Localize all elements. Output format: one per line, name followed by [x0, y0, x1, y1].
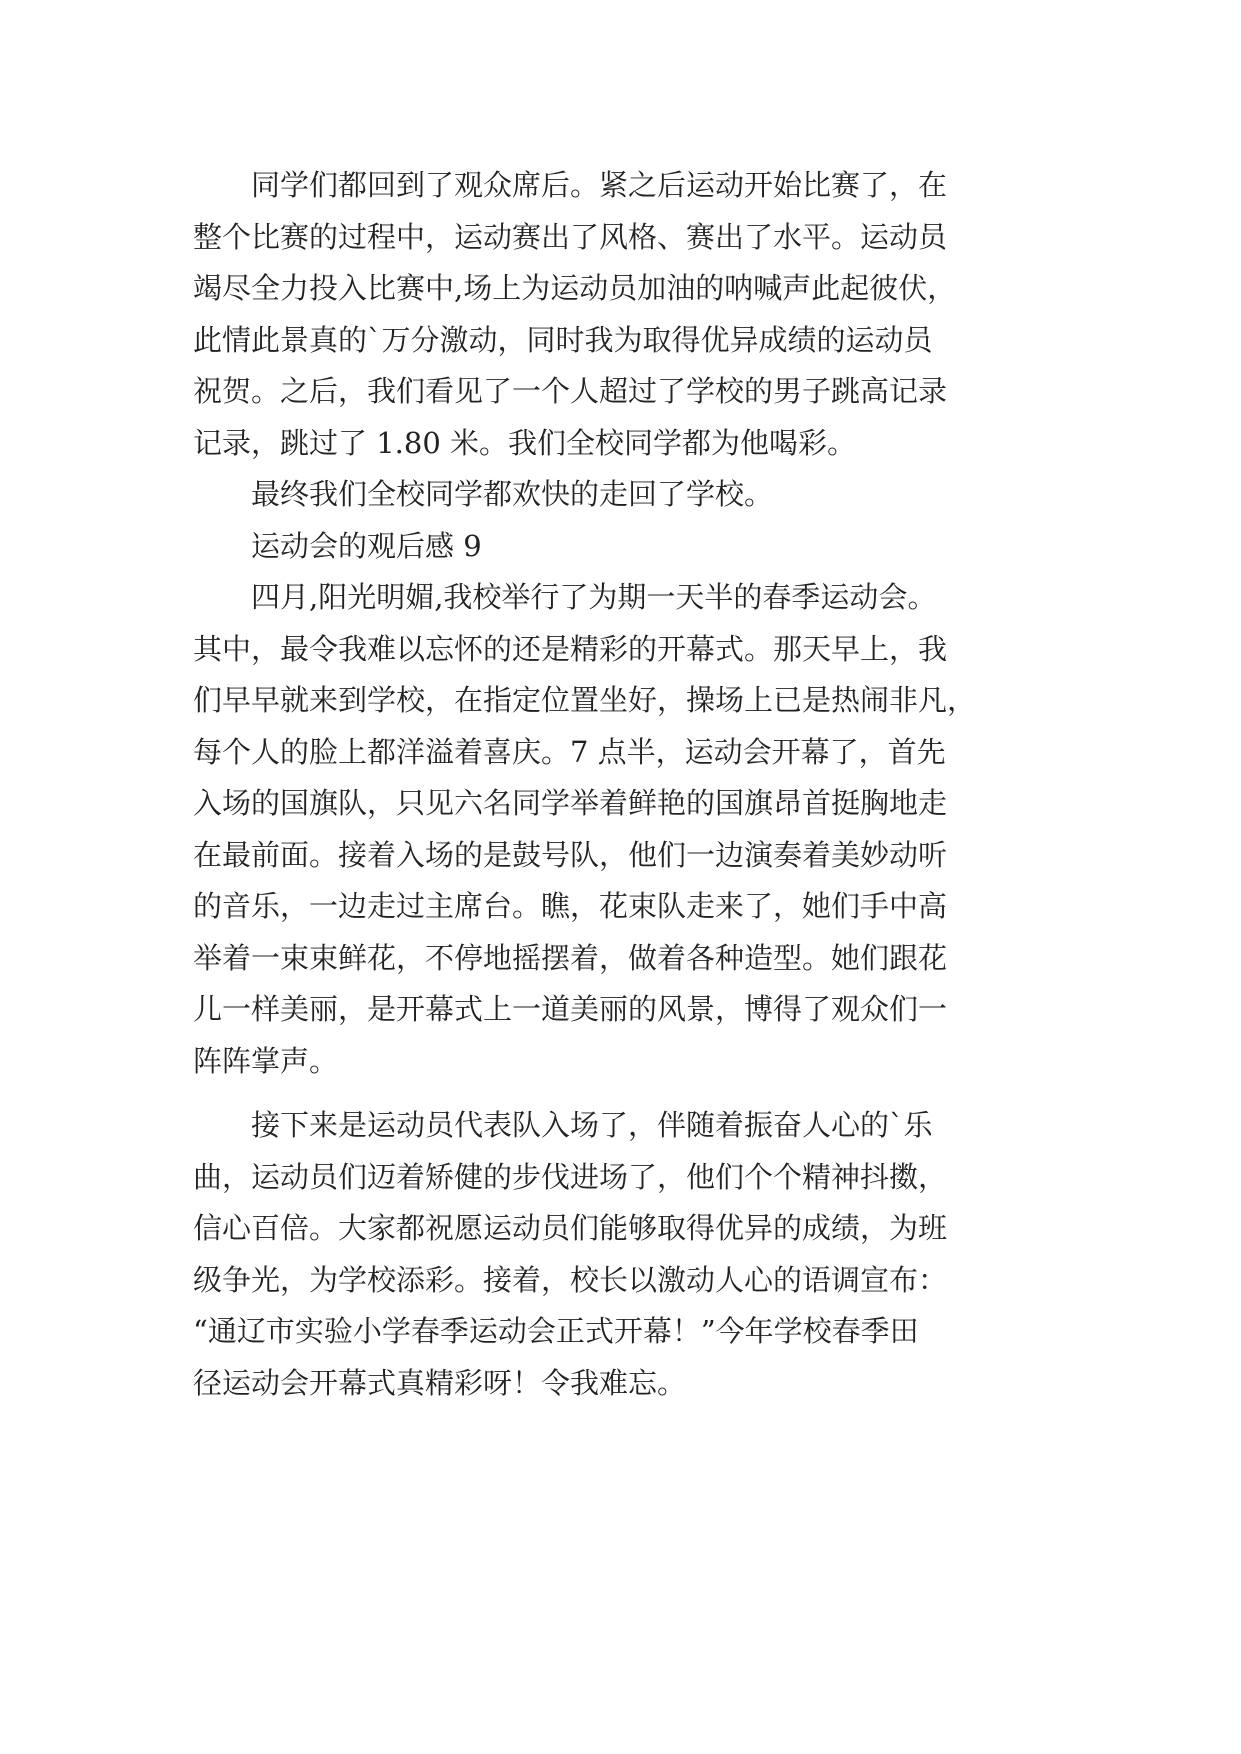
paragraph-line: 曲，运动员们迈着矫健的步伐进场了，他们个个精神抖擞， [193, 1159, 948, 1194]
paragraph-line: 同学们都回到了观众席后。紧之后运动开始比赛了，在 [251, 168, 948, 202]
paragraph-line: 此情此景真的`万分激动，同时我为取得优异成绩的运动员 [193, 322, 933, 357]
section-heading: 运动会的观后感 9 [251, 528, 482, 563]
paragraph-line: 其中，最令我难以忘怀的还是精彩的开幕式。那天早上，我 [193, 631, 948, 666]
paragraph-line: 记录，跳过了 1.80 米。我们全校同学都为他喝彩。 [193, 425, 857, 460]
paragraph-line: 径运动会开幕式真精彩呀！令我难忘。 [193, 1365, 687, 1400]
paragraph-line: 入场的国旗队，只见六名同学举着鲜艳的国旗昂首挺胸地走 [193, 786, 948, 820]
paragraph-line: 接下来是运动员代表队入场了，伴随着振奋人心的`乐 [251, 1108, 933, 1142]
paragraph-line: 举着一束束鲜花，不停地摇摆着，做着各种造型。她们跟花 [193, 940, 948, 975]
paragraph-line: 们早早就来到学校，在指定位置坐好，操场上已是热闹非凡， [193, 683, 977, 717]
paragraph-line: 阵阵掌声。 [193, 1043, 339, 1078]
paragraph-line: 的音乐，一边走过主席台。瞧，花束队走来了，她们手中高 [193, 889, 948, 923]
paragraph-line: 四月,阳光明媚,我校举行了为期一天半的春季运动会。 [251, 580, 937, 614]
paragraph-line: 竭尽全力投入比赛中,场上为运动员加油的呐喊声此起彼伏， [193, 271, 957, 305]
paragraph-line: 祝贺。之后，我们看见了一个人超过了学校的男子跳高记录 [193, 374, 948, 408]
paragraph-line: 信心百倍。大家都祝愿运动员们能够取得优异的成绩，为班 [193, 1211, 948, 1245]
paragraph-line: 在最前面。接着入场的是鼓号队，他们一边演奏着美妙动听 [193, 837, 948, 872]
paragraph-line: 儿一样美丽，是开幕式上一道美丽的风景，博得了观众们一 [193, 992, 948, 1026]
paragraph-line: 级争光，为学校添彩。接着，校长以激动人心的语调宣布： [193, 1262, 948, 1297]
document-body [193, 160, 1093, 1409]
paragraph-line: 每个人的脸上都洋溢着喜庆。7 点半，运动会开幕了，首先 [193, 734, 946, 769]
paragraph-line: 整个比赛的过程中，运动赛出了风格、赛出了水平。运动员 [193, 219, 948, 254]
paragraph-line: 最终我们全校同学都欢快的走回了学校。 [251, 477, 774, 511]
paragraph-line: “通辽市实验小学春季运动会正式开幕！”今年学校春季田 [193, 1314, 919, 1348]
